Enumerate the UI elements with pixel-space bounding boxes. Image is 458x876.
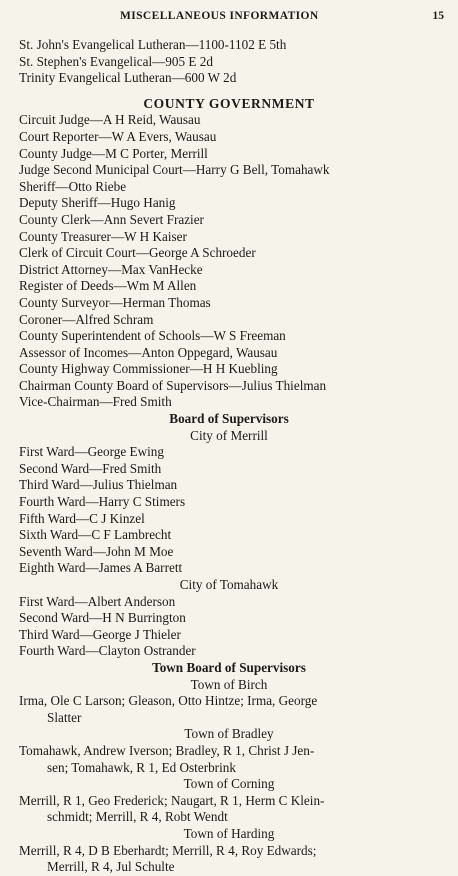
church-entry: Trinity Evangelical Lutheran—600 W 2d: [19, 70, 237, 86]
section-heading-county-government: COUNTY GOVERNMENT: [143, 95, 315, 111]
town-supervisors-entry: Irma, Ole C Larson; Gleason, Otto Hintze; Irma, George: [19, 693, 318, 709]
town-supervisors-entry-continued: Merrill, R 4, Jul Schulte: [47, 859, 175, 875]
church-entry: St. John's Evangelical Lutheran—1100-1102 E 5th: [19, 37, 287, 52]
county-officer-entry: Register of Deeds—Wm M Allen: [19, 278, 197, 294]
page-header: [0, 10, 458, 28]
county-officer-entry: County Surveyor—Herman Thomas: [19, 294, 211, 310]
ward-entry: Third Ward—George J Thieler: [19, 626, 181, 642]
ward-entry: Sixth Ward—C F Lambrecht: [19, 527, 172, 543]
town-supervisors-entry-continued: Slatter: [47, 709, 82, 725]
town-heading-harding: Town of Harding: [183, 825, 275, 841]
running-title: MISCELLANEOUS INFORMATION: [120, 10, 319, 22]
ward-entry: Seventh Ward—John M Moe: [19, 543, 174, 559]
city-heading-merrill: City of Merrill: [190, 427, 268, 443]
county-officer-entry: Judge Second Municipal Court—Harry G Bell, Tomahawk: [19, 162, 330, 178]
town-heading-birch: Town of Birch: [190, 676, 268, 692]
county-officer-entry: Vice-Chairman—Fred Smith: [19, 394, 172, 410]
county-officer-entry: Assessor of Incomes—Anton Oppegard, Wausau: [19, 344, 278, 360]
section-gap: [0, 87, 458, 96]
town-supervisors-entry-continued: sen; Tomahawk, R 1, Ed Osterbrink: [47, 759, 236, 775]
board-of-supervisors-heading: Board of Supervisors: [169, 411, 289, 427]
county-officer-entry: District Attorney—Max VanHecke: [19, 261, 203, 277]
county-officer-entry: Coroner—Alfred Schram: [19, 311, 154, 327]
town-heading-bradley: Town of Bradley: [184, 726, 274, 742]
county-officer-entry: Court Reporter—W A Evers, Wausau: [19, 128, 217, 144]
town-supervisors-entry-continued: schmidt; Merrill, R 4, Robt Wendt: [47, 809, 228, 825]
county-officer-entry: Sheriff—Otto Riebe: [19, 178, 127, 194]
town-supervisors-entry: Merrill, R 4, D B Eberhardt; Merrill, R 4, Roy Edwards;: [19, 842, 317, 858]
ward-entry: Third Ward—Julius Thielman: [19, 477, 178, 493]
town-supervisors-entry: Tomahawk, Andrew Iverson; Bradley, R 1, Christ J Jen-: [19, 742, 315, 758]
county-officer-entry: County Treasurer—W H Kaiser: [19, 228, 187, 244]
church-entry: St. Stephen's Evangelical—905 E 2d: [19, 53, 213, 69]
page-number: 15: [432, 10, 444, 22]
town-board-heading: Town Board of Supervisors: [152, 659, 306, 675]
ward-entry: Fourth Ward—Clayton Ostrander: [19, 643, 196, 659]
county-officer-entry: Circuit Judge—A H Reid, Wausau: [19, 112, 201, 128]
town-supervisors-entry: Merrill, R 1, Geo Frederick; Naugart, R 1, Herm C Klein-: [19, 792, 325, 808]
county-officer-entry: Chairman County Board of Supervisors—Julius Thielman: [19, 377, 327, 393]
county-officer-entry: County Highway Commissioner—H H Kuebling: [19, 361, 278, 377]
county-officer-entry: Clerk of Circuit Court—George A Schroeder: [19, 245, 256, 261]
page-body: [0, 37, 458, 876]
city-heading-tomahawk: City of Tomahawk: [179, 577, 279, 592]
town-heading-corning: Town of Corning: [183, 776, 275, 792]
ward-entry: First Ward—Albert Anderson: [19, 593, 176, 609]
ward-entry: Second Ward—H N Burrington: [19, 610, 186, 626]
ward-entry: Fifth Ward—C J Kinzel: [19, 510, 145, 526]
county-officer-entry: County Superintendent of Schools—W S Freeman: [19, 328, 286, 344]
ward-entry: Fourth Ward—Harry C Stimers: [19, 494, 186, 510]
ward-entry: Eighth Ward—James A Barrett: [19, 560, 183, 576]
county-officer-entry: Deputy Sheriff—Hugo Hanig: [19, 195, 176, 211]
ward-entry: First Ward—George Ewing: [19, 444, 164, 460]
ward-entry: Second Ward—Fred Smith: [19, 460, 162, 476]
county-officer-entry: County Judge—M C Porter, Merrill: [19, 145, 208, 161]
county-officer-entry: County Clerk—Ann Severt Frazier: [19, 211, 204, 227]
